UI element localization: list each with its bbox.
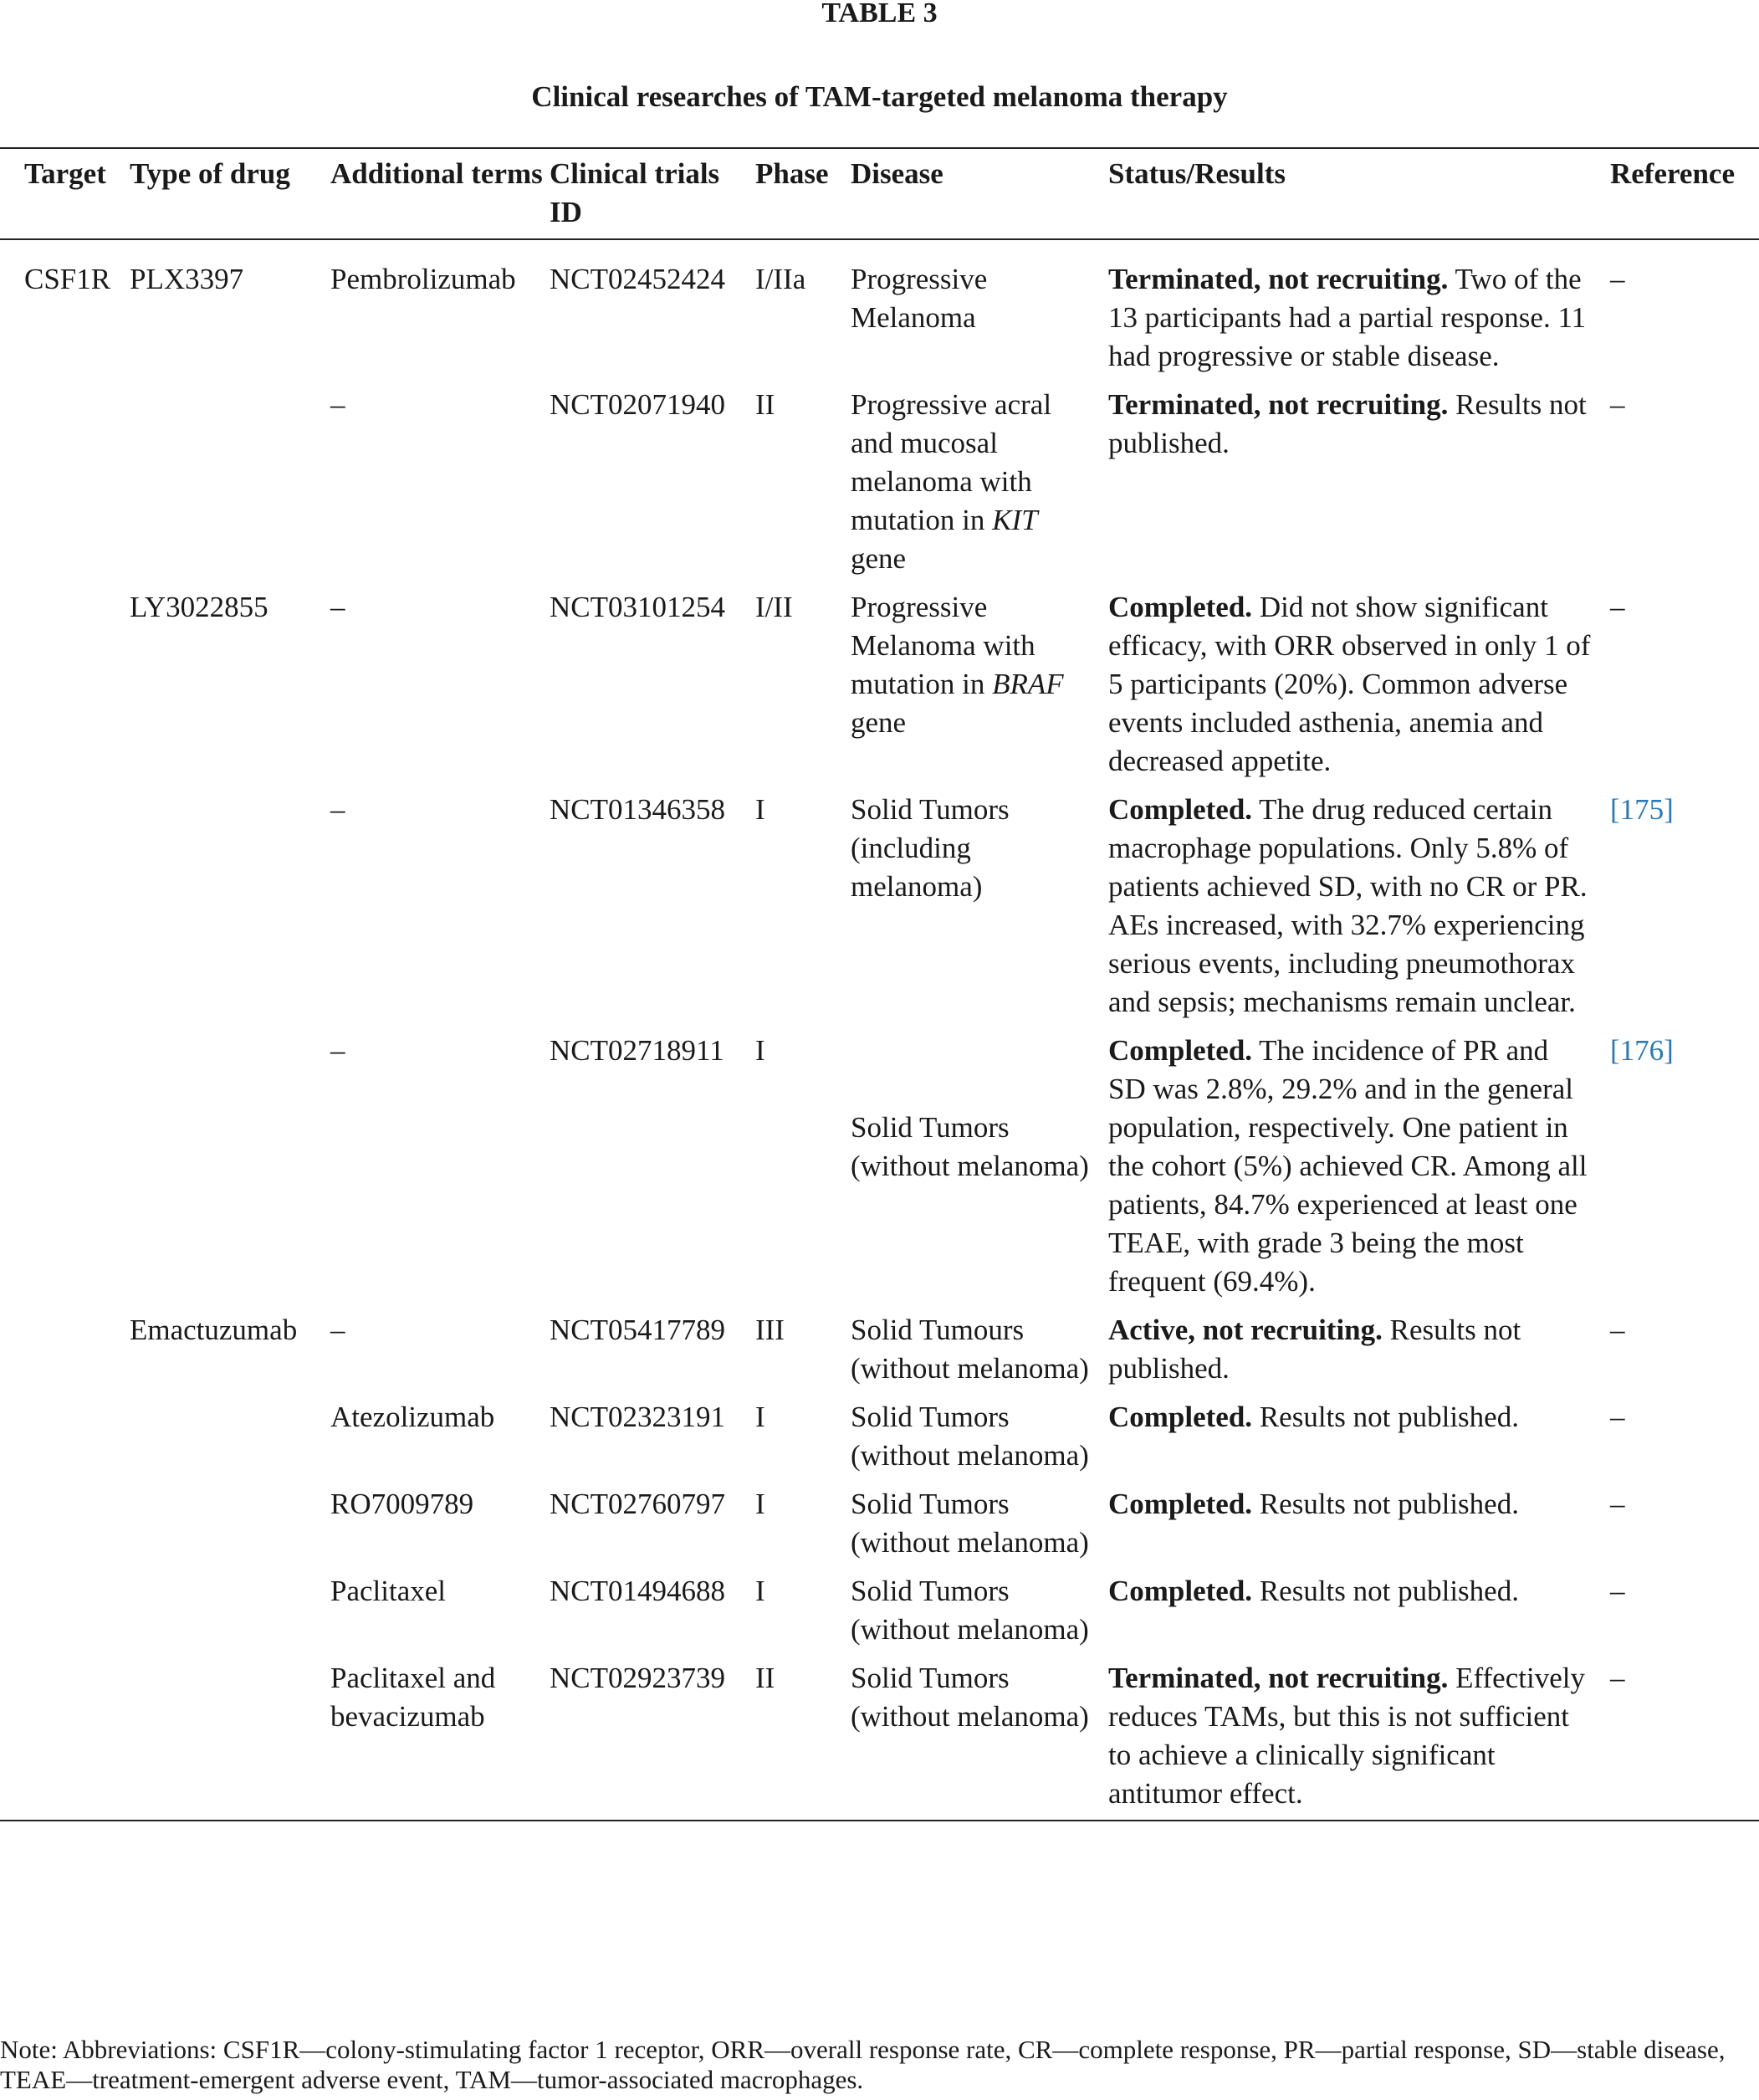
cell-phase: I <box>755 1401 765 1433</box>
table-number: TABLE 3 <box>821 0 938 28</box>
cell-target <box>0 1032 130 1311</box>
status-label: Active, not recruiting. <box>1108 1314 1383 1346</box>
cell-status <box>1108 1485 1610 1572</box>
status-label: Terminated, not recruiting. <box>1108 263 1449 295</box>
cell-target <box>0 791 130 1032</box>
cell-reference: – <box>1610 1488 1625 1520</box>
cell-additional-terms: – <box>330 793 345 826</box>
column-header-status: Status/Results <box>1108 157 1286 190</box>
cell-drug-type: LY3022855 <box>130 591 268 623</box>
cell-target <box>0 1311 130 1398</box>
table-container <box>0 147 1759 1821</box>
table-row <box>0 1398 1759 1485</box>
reference-link[interactable]: [175] <box>1610 793 1674 826</box>
table-row <box>0 791 1759 1032</box>
cell-reference: – <box>1610 1575 1625 1607</box>
cell-drug-type: Emactuzumab <box>130 1314 298 1346</box>
cell-reference: – <box>1610 591 1625 623</box>
cell-disease <box>851 386 1108 588</box>
cell-status <box>1108 239 1610 386</box>
status-label: Completed. <box>1108 1034 1253 1067</box>
cell-disease <box>851 1485 1108 1572</box>
cell-additional-terms: Pembrolizumab <box>330 263 516 295</box>
cell-additional-terms: Atezolizumab <box>330 1401 495 1433</box>
cell-trial-id: NCT01494688 <box>550 1575 725 1607</box>
cell-target <box>0 588 130 791</box>
cell-phase: I <box>755 1488 765 1520</box>
status-label: Terminated, not recruiting. <box>1108 388 1449 421</box>
cell-drug-type <box>130 791 330 1032</box>
cell-drug-type <box>130 1398 330 1485</box>
cell-disease <box>851 791 1108 1032</box>
disease-text: Solid Tumors (without melanoma) <box>851 1575 1089 1646</box>
cell-target <box>0 1659 130 1820</box>
cell-drug-type <box>130 1485 330 1572</box>
disease-text: Progressive acral and mucosal melanoma with mutation in <box>851 388 1052 536</box>
cell-phase: II <box>755 388 775 421</box>
table-row <box>0 588 1759 791</box>
reference-link[interactable]: [176] <box>1610 1034 1674 1067</box>
cell-disease <box>851 1311 1108 1398</box>
cell-trial-id: NCT02452424 <box>550 263 725 295</box>
cell-disease <box>851 239 1108 386</box>
cell-additional-terms: – <box>330 591 345 623</box>
status-detail: Results not published. <box>1108 388 1587 459</box>
cell-status <box>1108 1398 1610 1485</box>
status-label: Completed. <box>1108 591 1253 623</box>
table-title: Clinical researches of TAM-targeted melanoma therapy <box>531 80 1228 113</box>
table-footnote: Note: Abbreviations: CSF1R—colony-stimulating factor 1 receptor, ORR—overall response rate, CR—complete response, PR—partial response, SD—stable disease, TEAE—treatment-emergent adverse event, TAM—tumor-associated macrophages. <box>0 2035 1726 2094</box>
disease-text: gene <box>851 706 907 739</box>
cell-phase: I/IIa <box>755 263 806 295</box>
cell-reference: – <box>1610 388 1625 421</box>
column-header-reference: Reference <box>1610 157 1735 190</box>
cell-disease <box>851 1398 1108 1485</box>
cell-disease <box>851 588 1108 791</box>
status-detail: Results not published. <box>1252 1488 1519 1520</box>
status-detail: Effectively reduces TAMs, but this is not sufficient to achieve a clinically significant antitumor effect. <box>1108 1662 1585 1810</box>
table-row <box>0 1032 1759 1311</box>
table-row <box>0 1572 1759 1659</box>
cell-phase: I <box>755 793 765 826</box>
cell-trial-id: NCT01346358 <box>550 793 725 826</box>
cell-additional-terms: RO7009789 <box>330 1488 474 1520</box>
column-header-drug-type: Type of drug <box>130 157 290 190</box>
table-row <box>0 1659 1759 1820</box>
status-detail: Results not published. <box>1252 1575 1519 1607</box>
gene-name: KIT <box>992 504 1038 536</box>
column-header-disease: Disease <box>851 157 943 190</box>
status-detail: The drug reduced certain macrophage populations. Only 5.8% of patients achieved SD, with no CR or PR. AEs increased, with 32.7% experiencing serious events, including pneumothorax and sepsis; mechanisms remain unclear. <box>1108 793 1588 1018</box>
cell-status <box>1108 1659 1610 1820</box>
cell-trial-id: NCT05417789 <box>550 1314 725 1346</box>
table-header-row <box>0 148 1759 239</box>
cell-status <box>1108 1032 1610 1311</box>
cell-trial-id: NCT02760797 <box>550 1488 725 1520</box>
cell-drug-type <box>130 1032 330 1311</box>
cell-status <box>1108 386 1610 588</box>
disease-text: Solid Tumors (without melanoma) <box>851 1111 1089 1182</box>
cell-phase: I <box>755 1575 765 1607</box>
disease-text: Solid Tumors (including melanoma) <box>851 793 1010 903</box>
table-row <box>0 1311 1759 1398</box>
cell-status <box>1108 588 1610 791</box>
gene-name: BRAF <box>992 668 1064 700</box>
cell-trial-id: NCT02323191 <box>550 1401 725 1433</box>
disease-text: Solid Tumors (without melanoma) <box>851 1662 1089 1733</box>
status-label: Completed. <box>1108 793 1253 826</box>
clinical-trials-table <box>0 147 1759 1820</box>
cell-drug-type <box>130 386 330 588</box>
disease-text: Solid Tumors (without melanoma) <box>851 1488 1089 1559</box>
cell-trial-id: NCT02071940 <box>550 388 725 421</box>
cell-target: CSF1R <box>24 263 111 295</box>
cell-additional-terms: – <box>330 1034 345 1067</box>
disease-text: Progressive Melanoma <box>851 263 988 334</box>
cell-phase: I <box>755 1034 765 1067</box>
cell-target <box>0 1485 130 1572</box>
column-header-phase: Phase <box>755 157 829 190</box>
cell-trial-id: NCT03101254 <box>550 591 725 623</box>
cell-additional-terms: Paclitaxel and bevacizumab <box>330 1662 496 1733</box>
status-detail: The incidence of PR and SD was 2.8%, 29.2% and in the general population, respectively. One patient in the cohort (5%) achieved CR. Among all patients, 84.7% experienced at least one TEAE, with grade 3 being the most frequent (69.4%). <box>1108 1034 1588 1298</box>
status-label: Completed. <box>1108 1575 1253 1607</box>
column-header-additional-terms: Additional terms <box>330 157 543 190</box>
table-bottom-rule <box>0 1820 1759 1821</box>
cell-additional-terms: – <box>330 1314 345 1346</box>
table-row <box>0 239 1759 386</box>
status-detail: Two of the 13 participants had a partial response. 11 had progressive or stable disease. <box>1108 263 1587 372</box>
cell-reference: – <box>1610 1314 1625 1346</box>
cell-phase: I/II <box>755 591 793 623</box>
disease-text: Progressive Melanoma with mutation in <box>851 591 1035 700</box>
cell-target <box>0 1572 130 1659</box>
cell-drug-type: PLX3397 <box>130 263 244 295</box>
cell-status <box>1108 1572 1610 1659</box>
status-label: Completed. <box>1108 1401 1253 1433</box>
cell-phase: II <box>755 1662 775 1694</box>
cell-reference: – <box>1610 263 1625 295</box>
table-row <box>0 386 1759 588</box>
cell-drug-type <box>130 1659 330 1820</box>
column-header-trial-id: Clinical trials ID <box>550 157 720 228</box>
disease-text: Solid Tumours (without melanoma) <box>851 1314 1089 1385</box>
disease-text: gene <box>851 542 907 575</box>
status-detail: Results not published. <box>1108 1314 1521 1385</box>
cell-target <box>0 386 130 588</box>
status-detail: Did not show significant efficacy, with ORR observed in only 1 of 5 participants (20%). Common adverse events included asthenia, anemia and decreased appetite. <box>1108 591 1591 777</box>
disease-text: Solid Tumors (without melanoma) <box>851 1401 1089 1472</box>
cell-phase: III <box>755 1314 785 1346</box>
status-detail: Results not published. <box>1252 1401 1519 1433</box>
cell-additional-terms: Paclitaxel <box>330 1575 447 1607</box>
cell-target <box>0 1398 130 1485</box>
cell-disease <box>851 1032 1108 1311</box>
status-label: Terminated, not recruiting. <box>1108 1662 1449 1694</box>
status-label: Completed. <box>1108 1488 1253 1520</box>
cell-additional-terms: – <box>330 388 345 421</box>
cell-disease <box>851 1572 1108 1659</box>
cell-status <box>1108 1311 1610 1398</box>
column-header-target: Target <box>24 157 106 190</box>
cell-disease <box>851 1659 1108 1820</box>
cell-trial-id: NCT02718911 <box>550 1034 724 1067</box>
table-body <box>0 239 1759 1820</box>
cell-reference: – <box>1610 1662 1625 1694</box>
table-row <box>0 1485 1759 1572</box>
cell-status <box>1108 791 1610 1032</box>
cell-drug-type <box>130 1572 330 1659</box>
cell-reference: – <box>1610 1401 1625 1433</box>
cell-trial-id: NCT02923739 <box>550 1662 725 1694</box>
